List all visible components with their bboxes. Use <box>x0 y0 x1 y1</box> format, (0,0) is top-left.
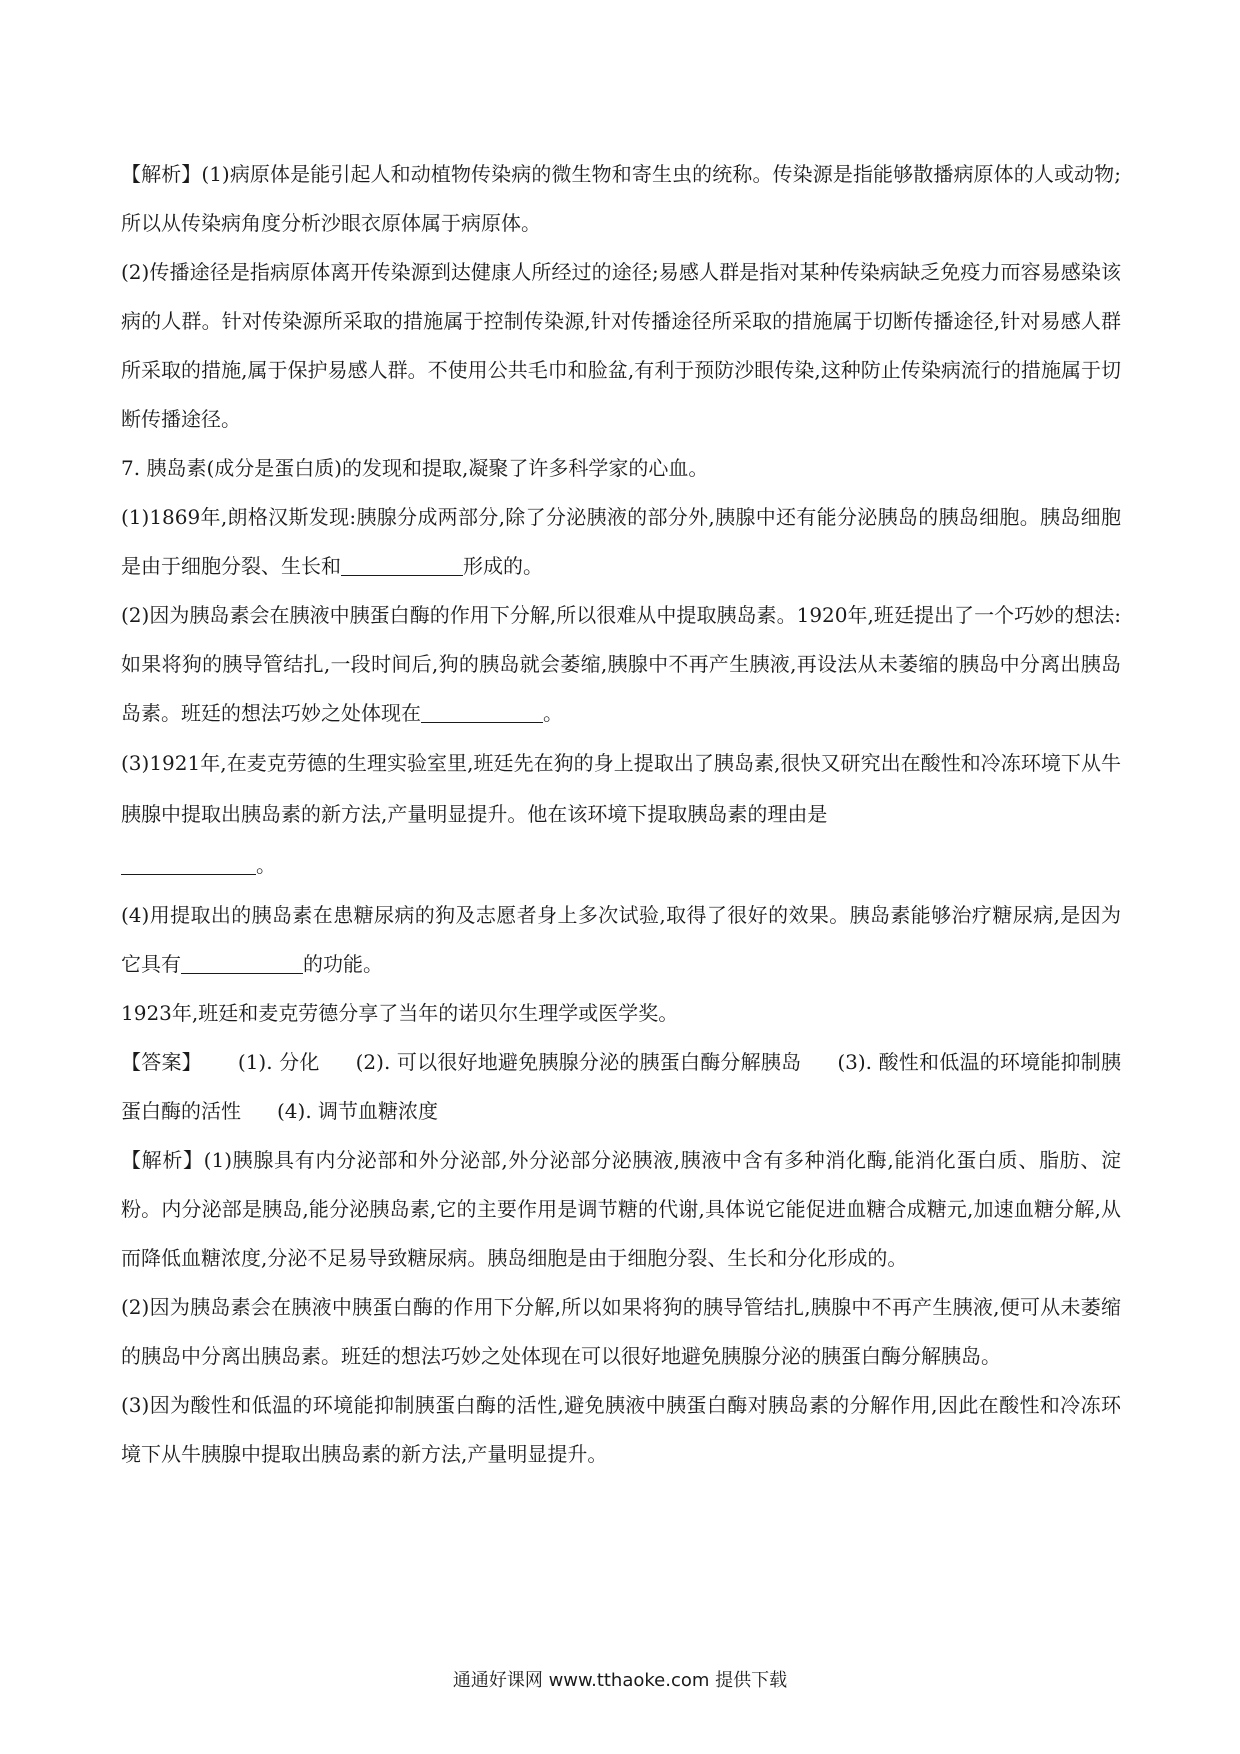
analysis-label: 【解析】 <box>121 1148 204 1172</box>
answer-4: (4). 调节血糖浓度 <box>277 1099 439 1123</box>
q3-text-end: 。 <box>256 853 276 877</box>
analysis-7-part-1 <box>121 1136 1121 1283</box>
answer-2: (2). 可以很好地避免胰腺分泌的胰蛋白酶分解胰岛 <box>355 1050 802 1074</box>
analysis-label: 【解析】 <box>121 162 202 186</box>
q3-answer-blank[interactable] <box>121 852 256 875</box>
q1-text: (1)1869年,朗格汉斯发现:胰腺分成两部分,除了分泌胰液的部分外,胰腺中还有能分泌胰岛的胰岛细胞。胰岛细胞是由于细胞分裂、生长和 <box>121 505 1121 578</box>
q4-text-end: 的功能。 <box>303 952 383 976</box>
q4-text: (4)用提取出的胰岛素在患糖尿病的狗及志愿者身上多次试验,取得了很好的效果。胰岛素能够治疗糖尿病,是因为它具有 <box>121 903 1121 976</box>
answer-1: (1). 分化 <box>237 1050 320 1074</box>
page-footer: 通通好课网 www.tthaoke.com 提供下载 <box>452 1670 788 1691</box>
analysis-7-text-1: (1)胰腺具有内分泌部和外分泌部,外分泌部分泌胰液,胰液中含有多种消化酶,能消化蛋白质、脂肪、淀粉。内分泌部是胰岛,能分泌胰岛素,它的主要作用是调节糖的代谢,具体说它能促进血糖合成糖元,加速血糖分解,从而降低血糖浓度,分泌不足易导致糖尿病。胰岛细胞是由于细胞分裂、生长和分化形成的。 <box>121 1148 1122 1270</box>
answer-3: (3). 酸性和低温的环境能抑制胰蛋白酶的活性 <box>121 1050 1122 1123</box>
document-body <box>121 150 1121 1479</box>
question-7-part-1 <box>121 493 1121 591</box>
q2-text: (2)因为胰岛素会在胰液中胰蛋白酶的作用下分解,所以很难从中提取胰岛素。1920年,班廷提出了一个巧妙的想法:如果将狗的胰导管结扎,一段时间后,狗的胰岛就会萎缩,胰腺中不再产生胰液,再设法从未萎缩的胰岛中分离出胰岛岛素。班廷的想法巧妙之处体现在 <box>121 603 1121 725</box>
analysis-6-part-1 <box>121 150 1121 248</box>
q2-answer-blank[interactable] <box>421 700 543 723</box>
question-7-part-4 <box>121 891 1121 989</box>
answer-label: 【答案】 <box>121 1050 202 1074</box>
question-7-stem: 7. 胰岛素(成分是蛋白质)的发现和提取,凝聚了许多科学家的心血。 <box>121 456 709 480</box>
analysis-6-text-1: (1)病原体是能引起人和动植物传染病的微生物和寄生虫的统称。传染源是指能够散播病原体的人或动物;所以从传染病角度分析沙眼衣原体属于病原体。 <box>121 162 1121 235</box>
question-7-closing: 1923年,班廷和麦克劳德分享了当年的诺贝尔生理学或医学奖。 <box>121 1001 679 1025</box>
q3-text: (3)1921年,在麦克劳德的生理实验室里,班廷先在狗的身上提取出了胰岛素,很快又研究出在酸性和冷冻环境下从牛胰腺中提取出胰岛素的新方法,产量明显提升。他在该环境下提取胰岛素的理由是 <box>121 751 1121 826</box>
question-7-part-3 <box>121 738 1121 891</box>
analysis-6-part-2: (2)传播途径是指病原体离开传染源到达健康人所经过的途径;易感人群是指对某种传染病缺乏免疫力而容易感染该病的人群。针对传染源所采取的措施属于控制传染源,针对传播途径所采取的措施属于切断传播途径,针对易感人群所采取的措施,属于保护易感人群。不使用公共毛巾和脸盆,有利于预防沙眼传染,这种防止传染病流行的措施属于切断传播途径。 <box>121 260 1121 431</box>
analysis-7-part-3: (3)因为酸性和低温的环境能抑制胰蛋白酶的活性,避免胰液中胰蛋白酶对胰岛素的分解作用,因此在酸性和冷冻环境下从牛胰腺中提取出胰岛素的新方法,产量明显提升。 <box>121 1393 1121 1466</box>
analysis-7-part-2: (2)因为胰岛素会在胰液中胰蛋白酶的作用下分解,所以如果将狗的胰导管结扎,胰腺中不再产生胰液,便可从未萎缩的胰岛中分离出胰岛素。班廷的想法巧妙之处体现在可以很好地避免胰腺分泌的胰蛋白酶分解胰岛。 <box>121 1295 1121 1368</box>
answer-7 <box>121 1038 1121 1136</box>
q2-text-end: 。 <box>543 701 563 725</box>
q1-answer-blank[interactable] <box>341 553 463 576</box>
q4-answer-blank[interactable] <box>181 951 303 974</box>
question-7-part-2 <box>121 591 1121 738</box>
q1-text-end: 形成的。 <box>463 554 543 578</box>
